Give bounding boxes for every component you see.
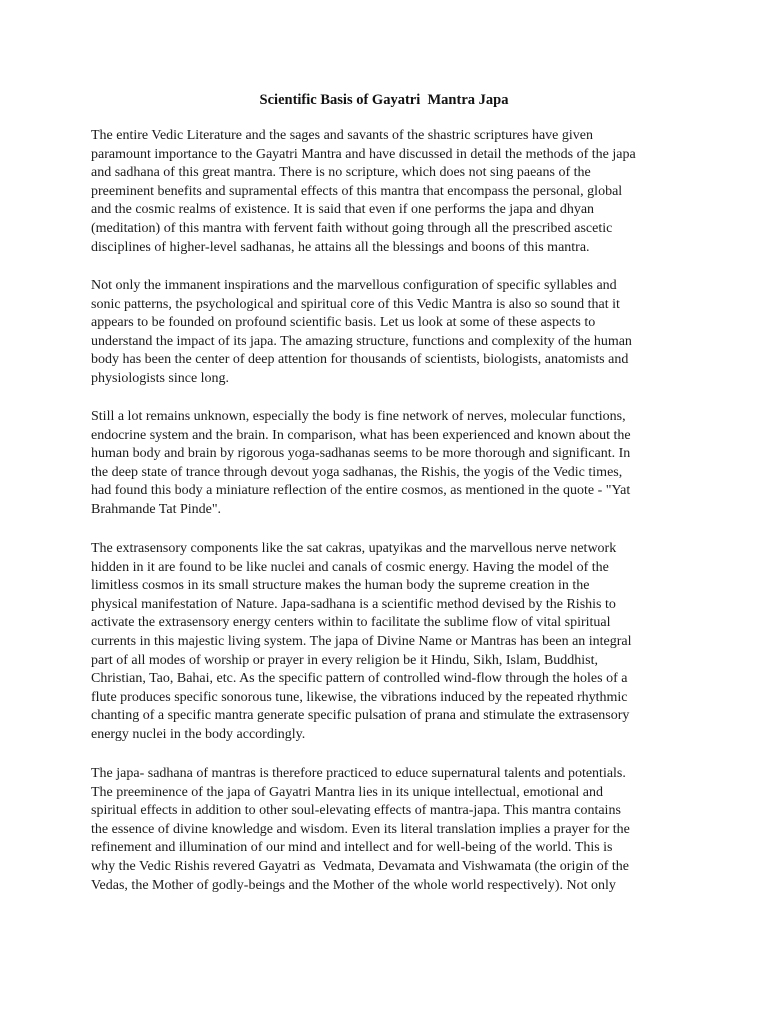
document-title: Scientific Basis of Gayatri Mantra Japa (259, 92, 509, 108)
text-line: Vedas, the Mother of godly-beings and the Mother of the whole world respectively). Not only (91, 877, 616, 893)
text-line: physiologists since long. (91, 370, 230, 386)
paragraph-5 (91, 765, 683, 895)
text-line: why the Vedic Rishis revered Gayatri as Vedmata, Devamata and Vishwamata (the origin of the (91, 858, 630, 874)
text-line: disciplines of higher-level sadhanas, he attains all the blessings and boons of this mantra. (91, 239, 590, 255)
text-line: The extrasensory components like the sat cakras, upatyikas and the marvellous nerve network (91, 541, 617, 556)
text-line: and sadhana of this great mantra. There is no scripture, which does not sing paeans of the (91, 165, 591, 181)
text-line: hidden in it are found to be like nuclei and canals of cosmic energy. Having the model of the (91, 559, 609, 575)
text-line: flute produces specific sonorous tune, likewise, the vibrations induced by the repeated rhythmic (91, 689, 628, 705)
text-line: currents in this majestic living system. The japa of Divine Name or Mantras has been an integral (91, 633, 632, 649)
paragraph-4 (91, 540, 683, 745)
text-line: chanting of a specific mantra generate specific pulsation of prana and stimulate the extrasensory (91, 708, 630, 724)
text-line: physical manifestation of Nature. Japa-sadhana is a scientific method devised by the Rishis to (91, 596, 616, 612)
text-line: The japa- sadhana of mantras is therefore practiced to educe supernatural talents and potentials. (91, 766, 626, 781)
text-line: spiritual effects in addition to other soul-elevating effects of mantra-japa. This mantra contains (91, 803, 621, 819)
text-line: Brahmande Tat Pinde". (91, 501, 222, 517)
paragraph-3 (91, 408, 683, 520)
text-line: The entire Vedic Literature and the sages and savants of the shastric scriptures have given (91, 128, 594, 143)
paragraph-2 (91, 277, 683, 389)
text-line: paramount importance to the Gayatri Mantra and have discussed in detail the methods of the japa (91, 146, 636, 162)
text-line: energy nuclei in the body accordingly. (91, 726, 306, 742)
text-line: part of all modes of worship or prayer in every religion be it Hindu, Sikh, Islam, Buddhist, (91, 652, 599, 668)
text-line: Still a lot remains unknown, especially the body is fine network of nerves, molecular functions, (91, 409, 626, 424)
text-line: the deep state of trance through devout yoga sadhanas, the Rishis, the yogis of the Vedic times, (91, 464, 623, 480)
text-line: had found this body a miniature reflection of the entire cosmos, as mentioned in the quote - "Yat (91, 483, 631, 499)
text-line: body has been the center of deep attention for thousands of scientists, biologists, anatomists and (91, 352, 629, 368)
text-line: Christian, Tao, Bahai, etc. As the specific pattern of controlled wind-flow through the holes of a (91, 671, 628, 687)
text-line: human body and brain by rigorous yoga-sadhanas seems to be more thorough and significant. In (91, 446, 631, 462)
text-line: and the cosmic realms of existence. It is said that even if one performs the japa and dhyan (91, 202, 595, 218)
text-line: (meditation) of this mantra with fervent faith without going through all the prescribed ascetic (91, 220, 613, 236)
text-line: endocrine system and the brain. In comparison, what has been experienced and known about the (91, 427, 631, 443)
text-line: refinement and illumination of our mind and intellect and for well-being of the world. This is (91, 840, 613, 856)
text-line: sonic patterns, the psychological and spiritual core of this Vedic Mantra is also so sound that it (91, 296, 620, 312)
text-line: limitless cosmos in its small structure makes the human body the supreme creation in the (91, 578, 590, 594)
paragraph-1 (91, 127, 683, 257)
text-line: preeminent benefits and supramental effects of this mantra that encompass the personal, global (91, 183, 623, 199)
text-line: The preeminence of the japa of Gayatri Mantra lies in its unique intellectual, emotional and (91, 784, 603, 800)
text-line: the essence of divine knowledge and wisdom. Even its literal translation implies a prayer for the (91, 821, 630, 837)
text-line: activate the extrasensory energy centers within to facilitate the sublime flow of vital spiritual (91, 615, 611, 631)
text-line: understand the impact of its japa. The amazing structure, functions and complexity of the human (91, 333, 632, 349)
text-line: Not only the immanent inspirations and the marvellous configuration of specific syllables and (91, 278, 617, 293)
text-line: appears to be founded on profound scientific basis. Let us look at some of these aspects to (91, 315, 596, 331)
